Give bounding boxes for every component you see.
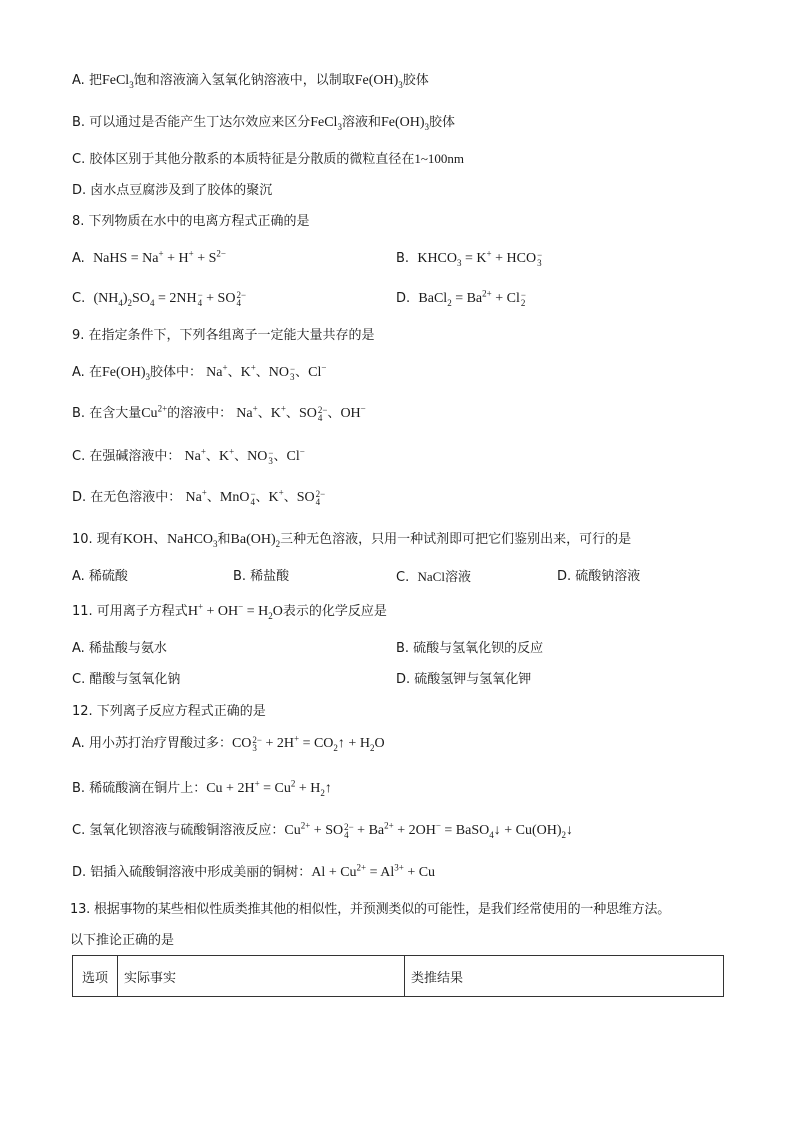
q13-table [72, 955, 724, 997]
q12-option-b: B. 稀硫酸滴在铜片上：$Cu + 2H^+ = Cu^2$ + $H_2↑$ [72, 778, 332, 798]
q7-option-d: D. 卤水点豆腐涉及到了胶体的聚沉 [72, 183, 273, 198]
q9-option-b: B. 在含大量$Cu^{2+}$的溶液中： Na+、K+、SO 2− 4 、OH− [72, 403, 366, 423]
q7-option-c: C. 胶体区别于其他分散系的本质特征是分散质的微粒直径在1~100nm [72, 151, 465, 167]
q8-stem: 8. 下列物质在水中的电离方程式正确的是 [72, 214, 310, 229]
header-inference-result: 类推结果 [405, 956, 724, 997]
formula: FeCl$_3$ [101, 73, 134, 90]
q11-stem: 11. 可用离子方程式$H^+ + OH^- = H_2O$表示的化学反应是 [72, 601, 387, 621]
q13-stem-line1: 13. 根据事物的某些相似性质类推其他的相似性，并预测类似的可能性，是我们经常使用的一种思维方法。 [70, 902, 671, 917]
q12-option-c: C. 氢氧化钡溶液与硫酸铜溶液反应：$Cu^{2+}$ + SO 2− 4 + $Ba^{2+} + 2OH^-$ = BaSO$_4$↓ + $Cu(OH)_2↓$ [72, 820, 574, 840]
q8-option-d: D. BaCl$_2$ = $Ba^{2+} + Cl$ − 2 [396, 288, 526, 308]
q9-option-d: D. 在无色溶液中： Na+、MnO − 4 、K+、SO 2− 4 [72, 487, 326, 507]
q12-stem: 12. 下列离子反应方程式正确的是 [72, 704, 266, 719]
q7-option-a: A. 把FeCl$_3$饱和溶液滴入氢氧化钠溶液中，以制取$Fe(OH)_3$胶体 [72, 73, 429, 90]
q11-option-a: A. 稀盐酸与氨水 [72, 641, 167, 656]
q13-stem-line2: 以下推论正确的是 [70, 933, 175, 948]
q10-option-d: D. 硫酸钠溶液 [557, 569, 641, 584]
q11-option-d: D. 硫酸氢钾与氢氧化钾 [396, 672, 532, 687]
q12-option-d: D. 铝插入硫酸铜溶液中形成美丽的铜树：$Al + Cu^{2+} = Al^{3+} + Cu$ [72, 862, 436, 880]
q10-option-a: A. 稀硫酸 [72, 569, 128, 584]
formula: FeCl$_3$ [310, 115, 342, 132]
table-header-row [73, 956, 724, 997]
q10-option-b: B. 稀盐酸 [233, 569, 290, 584]
q8-option-b: B. $KHCO_3 = K^+$ + HCO − 3 [396, 248, 543, 268]
q10-option-c: C. NaCl溶液 [396, 569, 471, 585]
formula: $Fe(OH)_3$ [354, 73, 403, 90]
q10-stem: 10. 现有KOH、NaHCO$_3$和$Ba(OH)_2$三种无色溶液，只用一种试剂即可把它们鉴别出来，可行的是 [72, 532, 632, 549]
q12-option-a: A. 用小苏打治疗胃酸过多：CO 2− 3 + $2H^+ = CO_2↑ + H_2O$ [72, 733, 385, 753]
formula: $Fe(OH)_3$ [380, 115, 430, 132]
q11-option-c: C. 醋酸与氢氧化钠 [72, 672, 181, 687]
q9-stem: 9. 在指定条件下，下列各组离子一定能大量共存的是 [72, 328, 375, 343]
q11-option-b: B. 硫酸与氢氧化钡的反应 [396, 641, 544, 656]
q9-option-a: A. 在$Fe(OH)_3$胶体中： Na+、K+、NO − 3 、Cl− [72, 362, 327, 382]
header-actual-fact: 实际事实 [118, 956, 405, 997]
q8-option-a: A. NaHS = $Na^+ + H^+ + S^{2-}$ [72, 248, 226, 266]
q7-option-b: B. 可以通过是否能产生丁达尔效应来区分FeCl$_3$溶液和$Fe(OH)_3$胶体 [72, 115, 456, 132]
header-option: 选项 [73, 956, 118, 997]
q9-option-c: C. 在强碱溶液中： Na+、K+、NO − 3 、Cl− [72, 446, 305, 466]
q8-option-c: C. $(NH_4)_2SO_4 = 2NH$ − 4 + SO 2− 4 [72, 289, 247, 308]
